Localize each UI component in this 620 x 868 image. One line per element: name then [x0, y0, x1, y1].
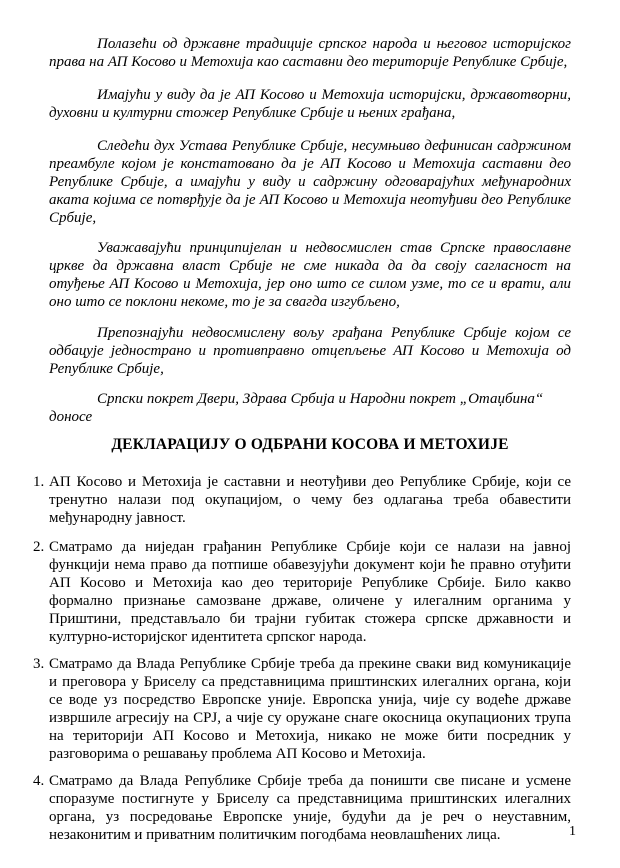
declaration-item	[33, 538, 571, 646]
issuing-organizations-line: Српски покрет Двери, Здрава Србија и Народни покрет „Отаџбина“ доносе	[49, 391, 544, 425]
declaration-item	[33, 655, 571, 763]
declaration-item	[33, 772, 571, 844]
declaration-title: ДЕКЛАРАЦИЈУ О ОДБРАНИ КОСОВА И МЕТОХИЈЕ	[111, 436, 509, 453]
preamble-paragraph: Имајући у виду да је АП Косово и Метохија историјски, државотворни, духовни и културни стожер Републике Србије и њених грађана,	[49, 87, 571, 121]
item-text: Сматрамо да Влада Републике Србије треба да прекине сваки вид комуникације и преговора у Бриселу са представницима приштинских илегалних органа, који се воде уз посредство Европске уније. Европска унија, чије су водеће државе извршиле агресију на СРЈ, а чије су оружане снаге окосница окупационих трупа на територији АП Косово и Метохија, никако не може бити посредник у разговорима о решавању проблема АП Косово и Метохија.	[49, 656, 571, 762]
item-number: 2.	[33, 539, 45, 555]
item-text: Сматрамо да ниједан грађанин Републике Србије који се налази на јавној функцији нема право да потпише обавезујући документ који ће правно отуђити АП Косово и Метохија као део територије Републике Србије. Било какво формално признање самозване државе, оличене у илегалним органима у Приштини, представљало би трајни губитак стожера српске државности и културно-историјског идентитета српског народа.	[49, 539, 571, 645]
page-number: 1	[569, 824, 576, 839]
preamble-section	[49, 35, 571, 426]
preamble-paragraph: Полазећи од државне традиције српског народа и његовог историјског права на АП Косово и Метохија као саставни део територије Републике Србије,	[49, 36, 571, 70]
preamble-paragraph: Следећи дух Устава Републике Србије, несумњиво дефинисан садржином преамбуле којом је констатовано да је АП Косово и Метохија саставни део Републике Србије, а имајући у виду и садржину одговарајућих међународних аката којима се потврђује да је АП Косово и Метохија неотуђиви део Републике Србије,	[49, 138, 571, 226]
item-number: 4.	[33, 773, 45, 789]
declaration-item	[33, 473, 571, 527]
preamble-paragraph: Препознајући недвосмислену вољу грађана Републике Србије којом се одбацује једнострано и противправно отцепљење АП Косово и Метохија од Републике Србије,	[49, 325, 571, 377]
item-number: 3.	[33, 656, 45, 672]
item-text: АП Косово и Метохија је саставни и неотуђиви део Републике Србије, који се тренутно налази под окупацијом, о чему без одлагања треба обавестити међународну јавност.	[49, 474, 571, 526]
declaration-items-list	[33, 473, 571, 844]
preamble-paragraph: Уважавајући принципијелан и недвосмислен став Српске православне цркве да државна власт Србије не сме никада да да своју сагласност на отуђење АП Косово и Метохија, јер оно што се силом узме, то се и врати, али оно што се поклони некоме, то је за свагда изгубљено,	[49, 240, 571, 310]
item-text: Сматрамо да Влада Републике Србије треба да поништи све писане и усмене споразуме постигнуте у Бриселу са представницима приштинских илегалних органа, уз посредовање Европске уније, будући да је реч о неуставним, незаконитим и приватним политичким погодбама неовлашћених лица.	[49, 773, 571, 843]
item-number: 1.	[33, 474, 45, 490]
